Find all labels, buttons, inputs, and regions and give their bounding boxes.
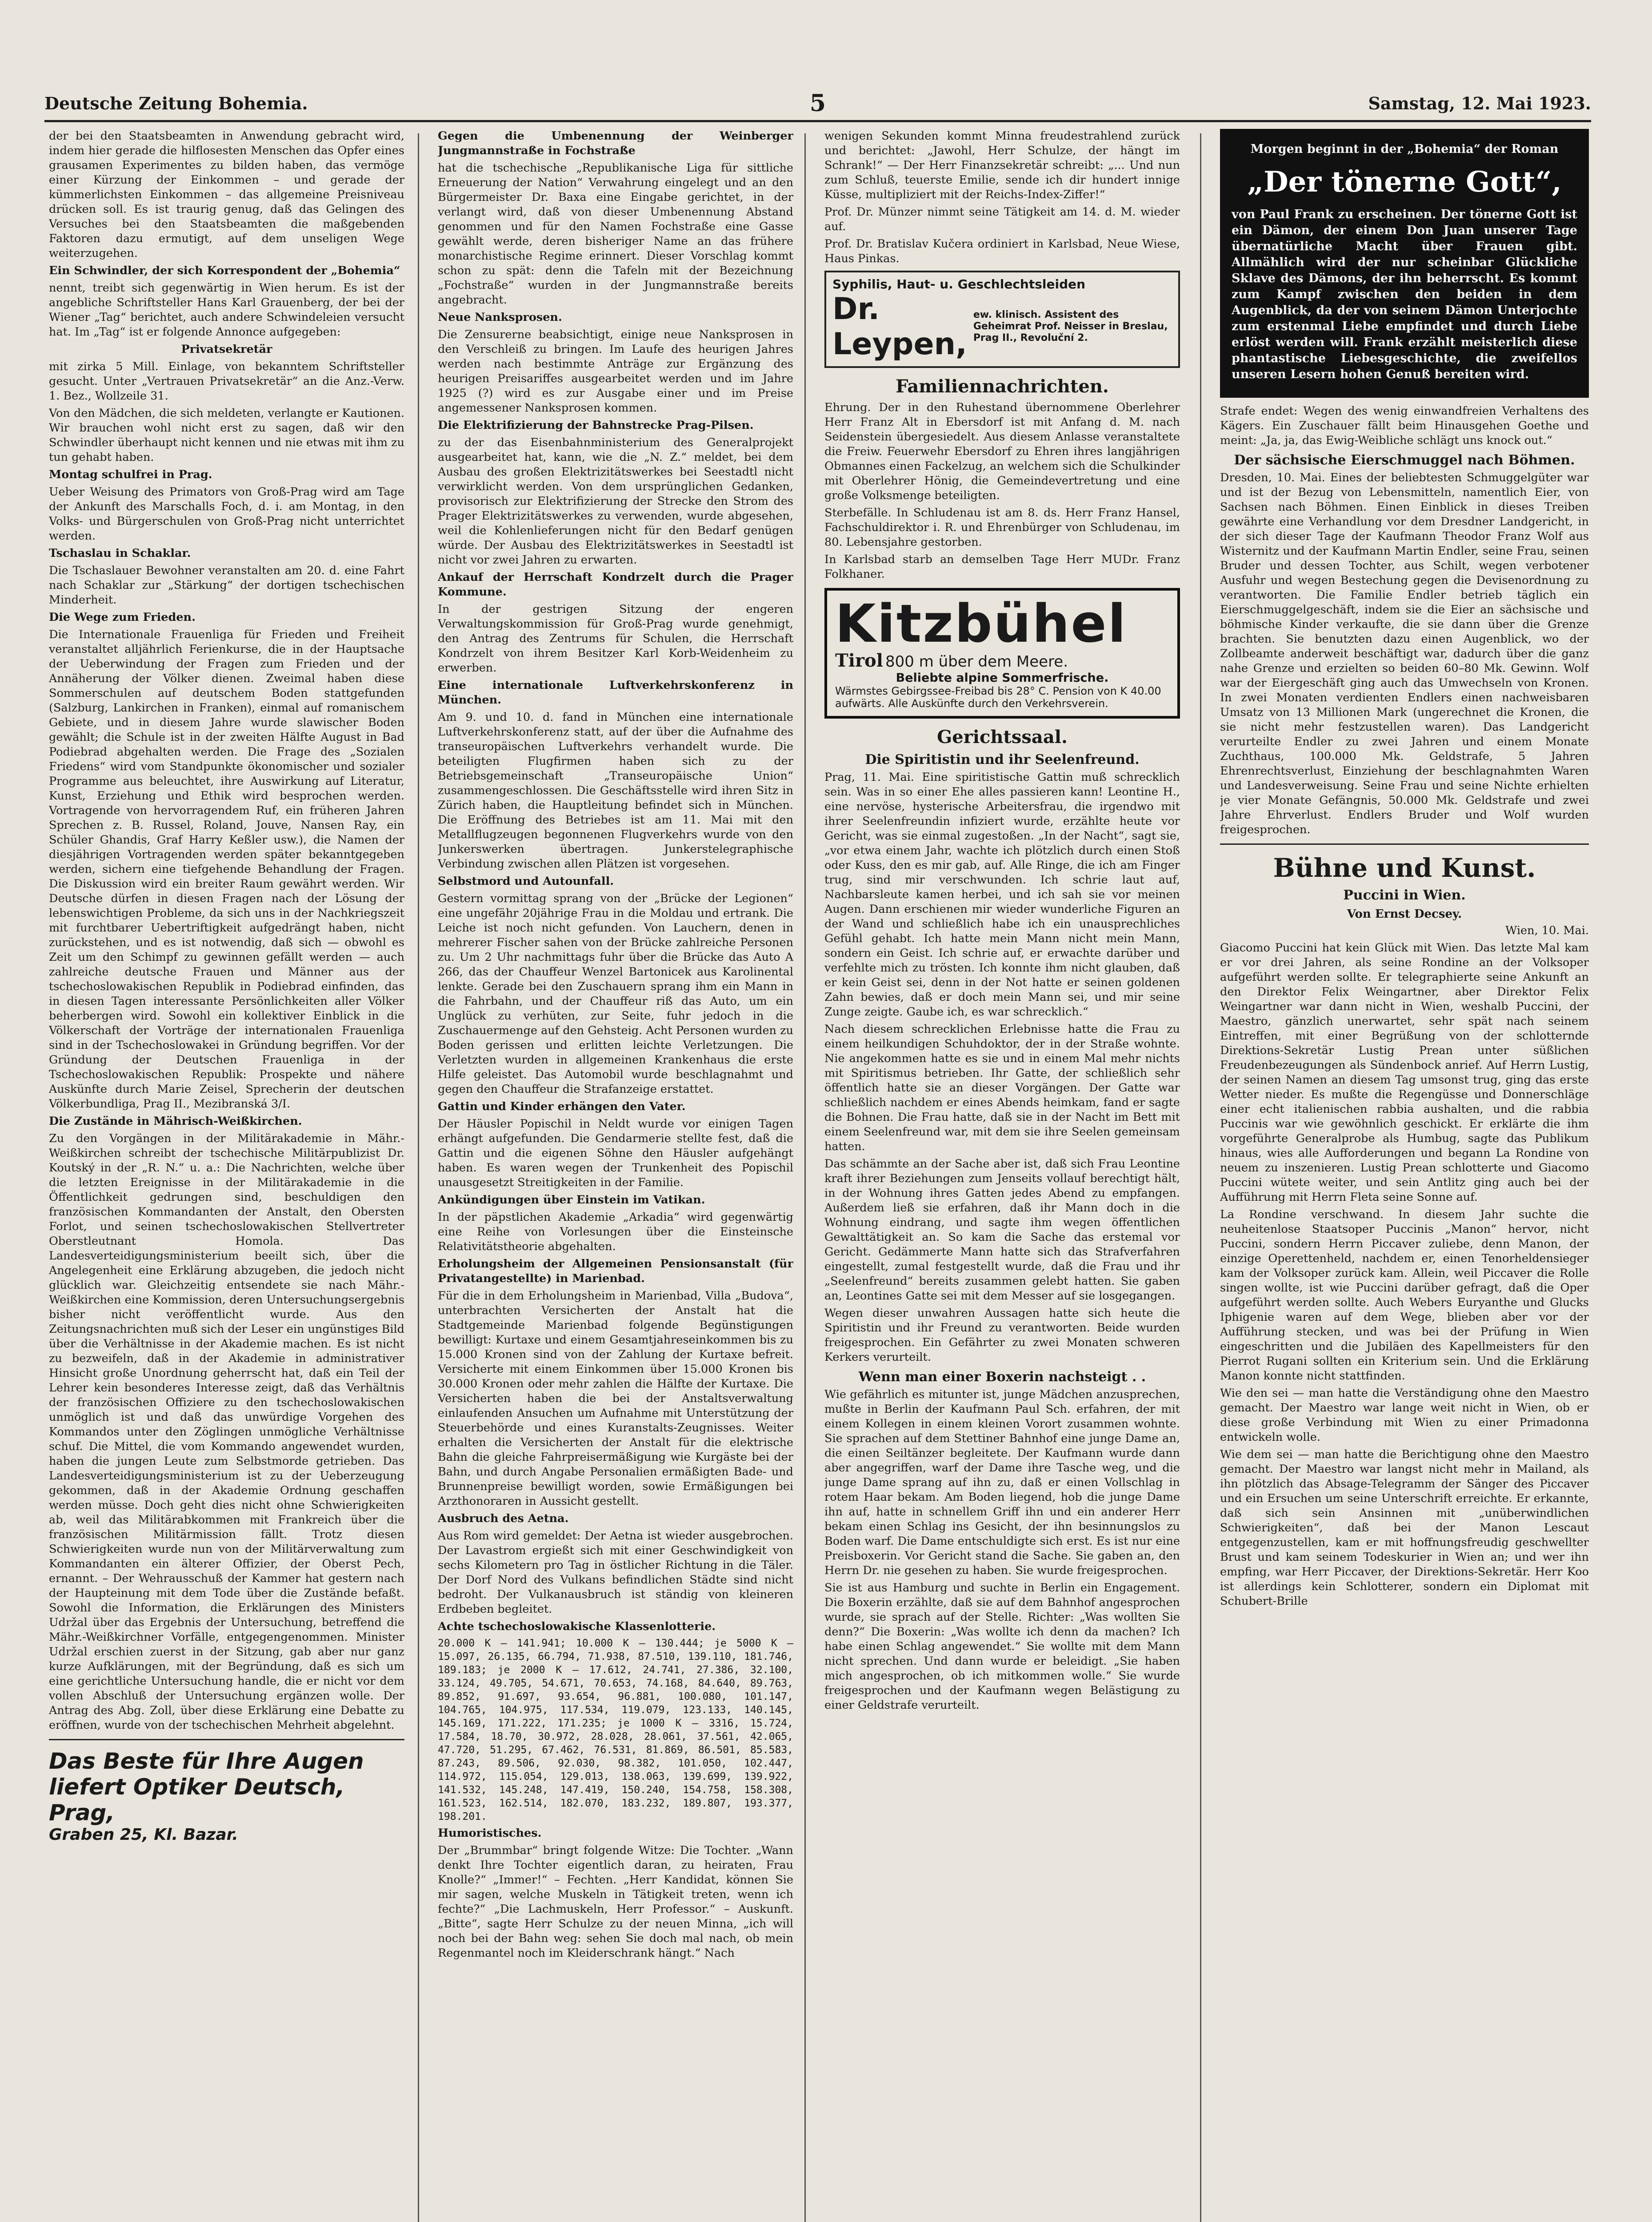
article-text: Sie ist aus Hamburg und suchte in Berlin ein Engagement. Die Boxerin erzählte, daß sie auf dem Bahnhof angesprochen wurde, sie sprach auf der Stelle. Richter: „Was wollten Sie denn?“ Die Boxerin: „Was wollte ich denn da machen? Ich habe einen Schlag angewendet.“ Sie wollte mit dem Mann nicht sprechen. Und dann wurde er beleidigt. „Sie haben mich angesprochen, ob ich mitkommen wolle.“ Sie wurde freigesprochen und der Kaufmann wegen Belästigung zu einer Geldstrafe verurteilt. (824, 1581, 1180, 1712)
article-text: Am 9. und 10. d. fand in München eine internationale Luftverkehrskonferenz statt, auf der über die Aufnahme des transeuropäischen Luftverkehrs verhandelt wurde. Die beteiligten Flugfirmen haben sich zu der Betriebsgemeinschaft „Transeuropäische Union“ zusammengeschlossen. Die Geschäftsstelle wird ihren Sitz in Zürich haben, die Hauptleitung befindet sich in München. Die Eröffnung des Betriebes ist am 11. Mai mit den Metallflugzeugen begonnenen Flugverkehrs wurde von den Junkerswerken übertragen. Junkerstelegraphische Verbindung zwischen allen Plätzen ist vorgesehen. (438, 711, 793, 871)
article-text: In Karlsbad starb an demselben Tage Herr MUDr. Franz Folkhaner. (824, 553, 1180, 581)
article-heading: Achte tschechoslowakische Klassenlotterie. (438, 1620, 716, 1633)
article-text: In der gestrigen Sitzung der engeren Verwaltungskommission für Groß-Prag wurde genehmigt, den Antrag des Zentrums für Schulen, die Herrschaft Kondrzelt von ihrem Besitzer Karl Korb-Weidenheim zu erwerben. (438, 603, 793, 675)
article-title: Der sächsische Eierschmuggel nach Böhmen. (1234, 452, 1575, 468)
article-heading: Ankauf der Herrschaft Kondrzelt durch die Prager Kommune. (438, 571, 793, 599)
divider (49, 1739, 404, 1740)
ad-doctor-name: Dr. Leypen, (832, 292, 967, 362)
dateline: Wien, 10. Mai. (1505, 924, 1589, 937)
ad-details: Wärmstes Gebirgssee-Freibad bis 28° C. Pension von K 40.00 aufwärts. Alle Auskünfte durch den Verkehrsverein. (835, 685, 1161, 710)
article-title: Die Spiritistin und ihr Seelenfreund. (865, 752, 1140, 767)
article-text: der bei den Staatsbeamten in Anwendung gebracht wird, indem hier gerade die hilflosesten Menschen das Opfer eines grausamen Experimentes zu bilden haben, das vermöge einer Kürzung der Einkommen – und gerade der kümmerlichsten Einkommen – das allgemeine Preisniveau drücken soll. Es ist traurig genug, daß das Gelingen des Versuches bei den Staatsbeamten die maßgebenden Faktoren dazu ermutigt, auf dem unseligen Wege weiterzugehen. (49, 129, 404, 260)
article-text: wenigen Sekunden kommt Minna freudestrahlend zurück und berichtet: „Jawohl, Herr Schulze, der hängt im Schrank!“ — Der Herr Finanzsekretär schreibt: „... Und nun zum Schluß, teuerste Emilie, sende ich dir hundert innige Küsse, multipliziert mit der Reichs-Index-Ziffer!“ (824, 129, 1180, 201)
optiker-advertisement (49, 1748, 404, 1844)
article-text: Nach diesem schrecklichen Erlebnisse hatte die Frau zu einem heilkundigen Schuhdoktor, der in der Straße wohnte. Nie angekommen hatte es sie und in einem Mal mehr nichts mit Spiritismus betrieben. Ihr Gatte, der schließlich sehr öffentlich hatte sie an dieser Vorgängen. Der Gatte war schließlich nachdem er eines Abends heimkam, fand er sagte die Bohnen. Die Frau hatte, daß sie in der Nacht im Bett mit einem Seelenfreund war, mit dem sie ihre Seelen gemeinsam hatten. (824, 1023, 1180, 1153)
article-heading: Die Zustände in Mährisch-Weißkirchen. (49, 1115, 302, 1128)
article-heading: Gegen die Umbenennung der Weinberger Jungmannstraße in Fochstraße (438, 129, 793, 157)
article-text: Wie dem sei — man hatte die Berichtigung ohne den Maestro gemacht. Der Maestro war langst nicht mehr in Mailand, als ihn plötzlich das Absage-Telegramm der Sänger des Piccaver und ein Ersuchen um seine Unterschrift erreichte. Er erkannte, daß sich sein Ansinnen mit „unüberwindlichen Schwierigkeiten“, daß bei der Manon Lescaut entgegenzustellen, kam er mit hoffnungsfreudig geschwellter Brust und kam seinem Todeskurier in Wien an; und wer ihn empfing, war Herr Piccaver, der Direktions-Sekretär. Herr Koo ist allerdings kein Schlotterer, sondern ein Diplomat mit Schubert-Brille (1220, 1448, 1589, 1608)
article-text: Das schämmte an der Sache aber ist, daß sich Frau Leontine kraft ihrer Beziehungen zum Jenseits vollauf berechtigt hält, in der Wohnung ihres Gatten jedes Abend zu empfangen. Außerdem ließ sie erfahren, daß ihr Mann doch in die Wohnung eindrang, und sagte ihm wegen öffentlichen Gewalttätigkeit an. So kam die Sache das erstemal vor Gericht. Gedämmerte Mann hatte sich das Strafverfahren eingestellt, zumal festgestellt wurde, daß die Frau und ihr „Seelenfreund“ bereits zusammen gelebt hatten. Sie gaben an, Leontines Gatte sei mit dem Messer auf sie losgegangen. (824, 1157, 1180, 1303)
article-heading: Eine internationale Luftverkehrskonferenz in München. (438, 679, 793, 707)
article-text: Sterbefälle. In Schludenau ist am 8. ds. Herr Franz Hansel, Fachschuldirektor i. R. und Ehrenbürger von Schludenau, im 80. Lebensjahre gestorben. (824, 506, 1180, 549)
issue-date: Samstag, 12. Mai 1923. (1368, 93, 1591, 113)
column-2 (438, 129, 793, 2222)
lottery-results: 20.000 K – 141.941; 10.000 K – 130.444; je 5000 K – 15.097, 26.135, 66.794, 71.938, 87.510, 139.110, 181.746, 189.183; je 2000 K – 17.612, 24.741, 27.386, 32.100, 33.124, 49.705, 54.671, 70.653, 74.168, 84.640, 89.763, 89.852, 91.697, 93.654, 96.881, 100.080, 101.147, 104.765, 104.975, 117.534, 119.079, 123.133, 140.145, 145.169, 171.222, 171.235; je 1000 K – 3316, 15.724, 17.584, 18.70, 30.972, 28.028, 28.061, 37.561, 42.065, 47.720, 51.295, 67.462, 76.531, 81.869, 86.501, 85.583, 87.243, 89.506, 92.030, 98.382, 101.050, 102.447, 114.972, 115.054, 129.013, 138.063, 139.699, 139.922, 141.532, 145.248, 147.419, 150.240, 154.758, 158.308, 161.523, 162.514, 182.070, 183.232, 189.807, 193.377, 198.201. (438, 1638, 793, 1822)
column-rule (804, 133, 806, 2222)
article-text: zu der das Eisenbahnministerium des Generalprojekt ausgearbeitet hat, kann, wie die „N. Z.“ meldet, bei dem Ausbau des großen Elektrizitätswerkes bei Seestadtl nicht verwirklicht werden. Von dem ursprünglichen Gedanken, provisorisch zur Elektrifizierung der Strecke den Strom des Prager Elektrizitätswerkes zu verwenden, wurde abgesehen, weil die Kohlenlieferungen nicht für den Bedarf genügen würde. Der Ausbau des Elektrizitätswerkes in Seestadtl ist nicht vor zwei Jahren zu erwarten. (438, 436, 793, 567)
novel-announcement (1220, 129, 1589, 398)
column-1 (49, 129, 404, 2222)
article-heading: Humoristisches. (438, 1826, 542, 1840)
article-heading: Erholungsheim der Allgemeinen Pensionsanstalt (für Privatangestellte) in Marienbad. (438, 1257, 793, 1285)
article-text: Aus Rom wird gemeldet: Der Aetna ist wieder ausgebrochen. Der Lavastrom ergießt sich mit einer Geschwindigkeit von sechs Kilometern pro Tag in östlicher Richtung in die Täler. Der Dorf Nord des Vulkans befindlichen Städte sind nicht bedroht. Der Vulkanausbruch ist ständig von kleineren Erdbeben begleitet. (438, 1529, 793, 1616)
article-heading: Ein Schwindler, der sich Korrespondent der „Bohemia“ (49, 264, 400, 277)
article-text: Strafe endet: Wegen des wenig einwandfreien Verhaltens des Kägers. Ein Zuschauer fällt beim Hinausgehen Goethe und meint: „Ja, ja, das Ewig-Weibliche schlägt uns knock out.“ (1220, 404, 1589, 447)
column-rule (418, 133, 419, 2222)
article-byline: Von Ernst Decsey. (1347, 907, 1462, 921)
article-text: La Rondine verschwand. In diesem Jahr suchte die neuheitenlose Staatsoper Puccinis „Manon“ hervor, nicht Puccini, sondern Herrn Piccaver zuliebe, denn Manon, der einzige Operettenheld, nachdem er, einen Tenorheldensieger kam der Volksoper zurück kam. Allein, weil Piccaver die Rolle singen wollte, ist wie Puccini darüber gefragt, daß die Oper aufgeführt werden sollte. Auch Webers Euryanthe und Glucks Iphigenie waren auf dem Wege, blieben aber vor der Aufführung stecken, und was bei der Prüfung in Wien eingeschritten und die Jubiläen des Kapellmeisters für den Pierrot Rugani sollten ein Kriterium sein. Und die Erklärung Manon konnte nicht stattfinden. (1220, 1208, 1589, 1383)
section-heading: Bühne und Kunst. (1273, 853, 1536, 883)
article-heading: Montag schulfrei in Prag. (49, 468, 212, 481)
article-text: Ueber Weisung des Primators von Groß-Prag wird am Tage der Ankunft des Marschalls Foch, d. i. am Montag, in den Volks- und Bürgerschulen von Groß-Prag nicht unterrichtet werden. (49, 485, 404, 543)
ad-altitude: 800 m über dem Meere. (885, 653, 1068, 671)
article-text: Wegen dieser unwahren Aussagen hatte sich heute die Spiritistin und ihr Freund zu verantworten. Beide wurden freigesprochen. Ein Gefährter zu zwei Monaten schweren Kerkers verurteilt. (824, 1307, 1180, 1364)
article-text: Wie gefährlich es mitunter ist, junge Mädchen anzusprechen, mußte in Berlin der Kaufmann Paul Sch. erfahren, der mit einem Kollegen in einem kleinen Vorort zusammen wohnte. Sie sprachen auf dem Stettiner Bahnhof eine junge Dame an, die einen Seiltänzer begleitete. Der Kaufmann wurde dann aber angegriffen, warf der Dame ihre Tasche weg, und die junge Dame sprang auf ihn zu, daß er einen Vollschlag in rotem Haar bekam. Am Boden liegend, hob die junge Dame ihn auf, hatte in schnellem Griff ihn und ein anderer Herr bekam einen Schlag ins Gesicht, der ihn besinnungslos zu Boden warf. Die Dame entschuldigte sich erst. Es ist nur eine Preisboxerin. Vor Gericht stand die Sache. Sie gaben an, den Herrn Dr. nie gesehen zu haben. Sie wurde freigesprochen. (824, 1388, 1180, 1577)
article-text: Ehrung. Der in den Ruhestand übernommene Oberlehrer Herr Franz Alt in Ebersdorf ist mit Anfang d. M. nach Seidenstein übergesiedelt. Aus diesem Anlasse veranstaltete die Freiw. Feuerwehr Ebersdorf zu Ehren ihres langjährigen Obmannes einen Fackelzug, an welchem sich die Schulkinder mit Oberlehrer Hönig, die Gemeindevertretung und eine große Volksmenge beteiligten. (824, 401, 1180, 502)
article-heading: Selbstmord und Autounfall. (438, 875, 614, 888)
classified-heading: Privatsekretär (181, 343, 272, 356)
article-text: Gestern vormittag sprang von der „Brücke der Legionen“ eine ungefähr 20jährige Frau in die Moldau und ertrank. Die Leiche ist noch nicht gefunden. Von Lauchern, denen in mehrerer Fischer sahen von der Brücke zahlreiche Personen zu. Um 2 Uhr nachmittags fuhr über die Brücke das Auto A 266, das der Chauffeur Wenzel Bartonicek aus Karolinental lenkte. Gerade bei den Zuschauern sprang ihm ein Mann in die Fahrbahn, und der Chauffeur riß das Auto, um ein Unglück zu verhüten, zur Seite, fuhr jedoch in die Zuschauermenge auf den Gehsteig. Acht Personen wurden zu Boden gerissen und erlitten leichte Verletzungen. Die Verletzten wurden in allgemeinen Krankenhaus die erste Hilfe geleistet. Das Automobil wurde beschlagnahmt und gegen den Chauffeur die Strafanzeige erstattet. (438, 892, 793, 1096)
article-text: Die Internationale Frauenliga für Frieden und Freiheit veranstaltet alljährlich Ferienkurse, die in der Hauptsache der Ueberwindung der Fragen zum Frieden und der Annäherung der Völker dienen. Zweimal haben diese Sommerschulen auf deutschem Boden stattgefunden (Salzburg, Lankirchen in Franken), einmal auf romanischem Gebiete, und in diesem Jahre wurde slawischer Boden gewählt; die Schule ist in der zweiten Hälfte August in Bad Podiebrad abgehalten werden. Die Frage des „Sozialen Friedens“ wird vom Standpunkte ökonomischer und sozialer Programme aus beleuchtet, ihre Auswirkung auf Literatur, Kunst, Erziehung und Ethik wird besprochen werden. Vortragende von hervorragendem Ruf, ein früheren Jahren Sprechen z. B. Russel, Roland, Jouve, Nansen Ray, ein Schüler Ghandis, Graf Harry Keßler usw.), die Namen der diesjährigen Vortragenden werden später bekanntgegeben werden, sichern eine tiefgehende Behandlung der Fragen. Die Diskussion wird ein breiter Raum gewährt werden. Wir Deutsche dürfen in diesen Fragen nach der Lösung der lebenswichtigen Probleme, da sich uns in der Nachkriegszeit mit furchtbarer Uebertriftigkeit aufgedrängt haben, nicht zurückstehen, und es ist notwendig, daß sich — obwohl es Zeit um den Schimpf zu gewinnen gefällt werden — auch zahlreiche deutsche Frauen und Männer aus der tschechoslowakischen Republik in Podiebrad einfinden, das in diesen Tagen interessante Persönlichkeiten aller Völker beherbergen wird. Sowohl ein kollektiver Einblick in die Völkerschaft der Vorträge der internationalen Frauenliga sind in der Tschechoslowakei in Gründung begriffen. Vor der Gründung der Deutschen Frauenliga in der Tschechoslowakischen Republik: Prospekte und nähere Auskünfte durch Marie Zeisel, Sprecherin der deutschen Völkerbundliga, Prag II., Mezibranská 3/I. (49, 628, 404, 1111)
article-heading: Die Wege zum Frieden. (49, 611, 196, 624)
ad-headline: Das Beste für Ihre Augen (49, 1748, 364, 1774)
article-text: hat die tschechische „Republikanische Liga für sittliche Erneuerung der Nation“ Verwahrung eingelegt und an den Bürgermeister Dr. Baxa eine Eingabe gerichtet, in der verlangt wird, daß von dieser Umbenennung Abstand genommen und für den Namen Fochstraße eine Gasse gewählt werde, deren bisheriger Name an das frühere monarchistische Regime erinnert. Dieser Vorschlag kommt schon zu spät: denn die Tafeln mit der Bezeichnung „Fochstraße“ wurden in der Jungmannstraße bereits angebracht. (438, 161, 793, 307)
article-title: Wenn man einer Boxerin nachsteigt . . (858, 1369, 1146, 1385)
article-title: Puccini in Wien. (1343, 887, 1466, 903)
article-heading: Tschaslau in Schaklar. (49, 547, 191, 560)
announcement-intro: Morgen beginnt in der „Bohemia“ der Roman (1250, 142, 1559, 156)
newspaper-name: Deutsche Zeitung Bohemia. (44, 93, 308, 113)
article-heading: Die Elektrifizierung der Bahnstrecke Prag-Pilsen. (438, 419, 754, 432)
article-text: Von den Mädchen, die sich meldeten, verlangte er Kautionen. Wir brauchen wohl nicht erst zu sagen, daß wir den Schwindler überhaupt nicht kennen und nie etwas mit ihm zu tun gehabt haben. (49, 407, 404, 464)
section-heading: Gerichtssaal. (937, 727, 1068, 747)
divider (1220, 843, 1589, 845)
notice-text: Prof. Dr. Bratislav Kučera ordiniert in Karlsbad, Neue Wiese, Haus Pinkas. (824, 237, 1180, 265)
article-text: Der „Brummbar“ bringt folgende Witze: Die Tochter. „Wann denkt Ihre Tochter eigentlich daran, zu heiraten, Frau Knolle?“ „Immer!“ – Fechten. „Herr Kandidat, können Sie mir sagen, welche Muskeln in Tätigkeit treten, wenn ich fechte?“ „Die Lachmuskeln, Herr Professor.“ – Auskunft. „Bitte“, sagte Herr Schulze zu der neuen Minna, „ich will noch bei der Bahn weg: sehen Sie doch mal nach, ob mein Regenmantel noch im Kleiderschrank hängt.“ Nach (438, 1844, 793, 1960)
ad-tagline: Beliebte alpine Sommerfrische. (896, 671, 1109, 685)
article-text: Für die in dem Erholungsheim in Marienbad, Villa „Budova“, unterbrachten Versicherten der Anstalt hat die Stadtgemeinde Marienbad folgende Begünstigungen bewilligt: Kurtaxe und einem Gesamtjahreseinkommen bis zu 15.000 Kronen sind von der Zahlung der Kurtaxe befreit. Versicherte mit einem Einkommen über 15.000 Kronen bis 30.000 Kronen oder mehr zahlen die Hälfte der Kurtaxe. Die Versicherten haben die bei der Anstaltsverwaltung einlaufenden Ansuchen um Aufnahme mit Unterstützung der Steuerbehörde und eines Kuranstalts-Zeugnisses. Weiter erhalten die Versicherten der Anstalt für die elektrische Bahn die gleiche Fahrpreisermäßigung wie Kurgäste bei der Bahn, und durch Angabe Personalien ermäßigten Bade- und Brunnenpreise bewilligt worden, sowie Ermäßigungen bei Arzthonoraren in Aussicht gestellt. (438, 1289, 793, 1508)
column-3 (824, 129, 1180, 2222)
ad-town-name: Kitzbühel (835, 593, 1127, 654)
novel-title: „Der tönerne Gott“, (1247, 165, 1562, 199)
ad-region: Tirol (835, 650, 883, 671)
announcement-text: von Paul Frank zu erscheinen. Der tönerne Gott ist ein Dämon, der einem Don Juan unserer Tage übernatürliche Macht über Frauen gibt. Allmählich wird der nur scheinbar Glückliche Sklave des Dämons, der ihn beherrscht. Es kommt zum Kampf zwischen den beiden in dem Augenblick, da der von seinem Dämon Unterjochte zum erstenmal Liebe empfindet und durch Liebe erlöst werden will. Frank erzählt meisterlich diese phantastische Liebesgeschichte, die zweifellos unseren Lesern hohen Genuß bereiten wird. (1232, 208, 1577, 381)
article-text: Giacomo Puccini hat kein Glück mit Wien. Das letzte Mal kam er vor drei Jahren, als seine Rondine an der Volksoper aufgeführt werden sollte. Er telegraphierte seine Ankunft an den Direktor Felix Weingartner, aber Direktor Felix Weingartner war dann nicht in Wien, weshalb Puccini, der Maestro, gänzlich unerwartet, sehr spät nach seinem Eintreffen, mit einer Begrüßung von der schlotternde Direktions-Sekretär Lustig Prean unter süßlichen Freudenbezeugungen als Sündenbock anrief. Auf Herrn Lustig, der seinen Namen an diesem Tag umsonst trug, ging das erste Wetter nieder. Es mußte die Regengüsse und Donnerschläge einer echt italienischen rabbia aushalten, und die rabbia Puccinis war wie gewöhnlich geschickt. Er erklärte die ihm vorgeführte Generalprobe als Humbug, sagte das Publikum hinaus, wies alle Aufforderungen und begann La Rondine von neuem zu inszenieren. Lustig Prean schlotterte und Giacomo Puccini wütete weiter, und sein Antlitz ging auch bei der Aufführung mit Herrn Fleta seine Sonne auf. (1220, 941, 1589, 1204)
article-heading: Gattin und Kinder erhängen den Vater. (438, 1100, 686, 1113)
article-text: Die Tschaslauer Bewohner veranstalten am 20. d. eine Fahrt nach Schaklar zur „Stärkung“ der dortigen tschechischen Minderheit. (49, 564, 404, 607)
article-heading: Ankündigungen über Einstein im Vatikan. (438, 1193, 705, 1207)
section-heading: Familiennachrichten. (896, 376, 1109, 397)
classified-text: mit zirka 5 Mill. Einlage, von bekanntem Schriftsteller gesucht. Unter „Vertrauen Privatsekretär“ an die Anz.-Verw. 1. Bez., Wollzeile 31. (49, 360, 404, 403)
ad-topline: Syphilis, Haut- u. Geschlechtsleiden (832, 277, 1086, 292)
article-text: Zu den Vorgängen in der Militärakademie in Mähr.-Weißkirchen schreibt der tschechische Militärpublizist Dr. Koutský in der „R. N.“ u. a.: Die Nachrichten, welche über die letzten Ereignisse in der Militärakademie in die Öffentlichkeit gedrungen sind, beschuldigen den französischen Kommandanten der Anstalt, den Obersten Forlot, und seinen tschechoslowakischen Stellvertreter Oberstleutnant Homola. Das Landesverteidigungsministerium beeilt sich, über die Angelegenheit eine Erklärung abzugeben, die jedoch nicht glücklich war. Gleichzeitig entsendete sie nach Mähr.-Weißkirchen eine Kommission, deren Untersuchungsergebnis bisher nicht veröffentlicht wurde. Aus den Zeitungsnachrichten muß sich der Leser ein ungünstiges Bild über die Verhältnisse in der Akademie machen. Es ist nicht zu bezweifeln, daß in der Akademie in administrativer Hinsicht große Unordnung geherrscht hat, daß ein Teil der Lehrer kein besonderes Interesse zeigt, daß das Verhältnis der französischen Offiziere zu den tschechoslowakischen unmöglich ist und daß das unwürdige Vorgehen des Kommandos unter den Zöglingen unmögliche Verhältnisse schuf. Die Mittel, die vom Kommando angewendet wurden, haben die jungen Leute zum Selbstmorde getrieben. Das Landesverteidigungsministerium ist zu der Ueberzeugung gekommen, daß in der Akademie Ordnung geschaffen werden müsse. Doch geht dies nicht ohne Schwierigkeiten ab, weil das Militärabkommen mit Frankreich über die französischen Militärmission fällt. Trotz diesen Schwierigkeiten wurde nun von der Militärverwaltung zum Kommandanten ein älterer Offizier, der Oberst Pech, ernannt. – Der Wehrausschuß der Kammer hat gestern nach der Haupteinung mit dem Tode über die Zustände befaßt. Sowohl die Information, die Erklärungen des Ministers Udržal über das Ergebnis der Untersuchung, betreffend die Mähr.-Weißkirchner Vorfälle, entgegengenommen. Minister Udržal erschien zuerst in der Sitzung, gab aber nur ganz kurze Aufklärungen, mit der Begründung, daß es sich um eine gerichtliche Untersuchung handle, die er nicht vor dem vollen Abschluß der Untersuchung ergänzen wolle. Der Antrag des Abg. Zoll, über diese Erklärung eine Debatte zu eröffnen, wurde von der tschechischen Mehrheit abgelehnt. (49, 1132, 404, 1732)
column-4 (1220, 129, 1589, 2222)
article-text: Dresden, 10. Mai. Eines der beliebtesten Schmuggelgüter war und ist der Bezug von Lebensmitteln, namentlich Eier, von Sachsen nach Böhmen. Einen Einblick in dieses Treiben gewährte eine Verhandlung vor dem Dresdner Landgericht, in der sich dieser Tage der Kaufmann Theodor Franz Wolf aus Wisternitz und der Kaufmann Martin Endler, seine Frau, seinen Bruder und dessen Tochter, aus Schilt, wegen verbotener Ausfuhr und wegen Bestechung gegen die Devisenordnung zu verantworten. Die Familie Endler betrieb täglich ein Eierschmuggelgeschäft, indem sie die Eier an sächsische und böhmische Kinder verkaufte, die sie dann über die Grenze brachten. Sie benutzten dazu einen Augenblick, wo der Zollbeamte anderweit beschäftigt war, dadurch über die ganz nahe Grenze und erzielten so beiden 60–80 Mk. Gewinn. Wolf war der Eiergeschäft ging auch das Umwechseln von Kronen. In zwei Monaten verdienten Endlers einen nachweisbaren Umsatz von 13 Millionen Mark (ungerechnet die Kronen, die sie nicht mehr festzustellen waren). Das Landgericht verurteilte Endler zu zwei Jahren und einem Monate Zuchthaus, 100.000 Mk. Geldstrafe, 5 Jahren Ehrenrechtsverlust, Einziehung der beschlagnahmten Waren und Landesverweisung. Seine Frau und seine Nichte erhielten je vier Monate Gefängnis, 50.000 Mk. Geldstrafe und zwei Jahre Ehrverlust. Endlers Bruder und Wolf wurden freigesprochen. (1220, 471, 1589, 836)
column-rule (1200, 133, 1201, 2222)
article-text: Die Zensurerne beabsichtigt, einige neue Nanksprosen in den Verschleiß zu bringen. Im Laufe des heurigen Jahres werden nach bestimmte Anträge zur Ergänzung des heurigen Preisariffes ausgearbeitet werden und im Jahre 1925 (?) wird es zur Ausgabe einer und im Preise angemessener Nanksprosen kommen. (438, 328, 793, 415)
article-text: Der Häusler Popischil in Neldt wurde vor einigen Tagen erhängt aufgefunden. Die Gendarmerie stellte fest, daß die Gattin und die eigenen Söhne den Häusler aufgehängt haben. Es waren wegen der Trunkenheit des Popischil unausgesetzt Streitigkeiten in der Familie. (438, 1117, 793, 1189)
article-heading: Neue Nanksprosen. (438, 311, 562, 324)
article-text: nennt, treibt sich gegenwärtig in Wien herum. Es ist der angebliche Schriftsteller Hans Karl Grauenberg, der bei der Wiener „Tag“ berichtet, auch andere Schwindeleien versucht hat. Im „Tag“ ist er folgende Annonce aufgegeben: (49, 281, 404, 339)
notice-text: Prof. Dr. Münzer nimmt seine Tätigkeit am 14. d. M. wieder auf. (824, 205, 1180, 233)
doctor-advertisement (824, 271, 1180, 368)
article-heading: Ausbruch des Aetna. (438, 1512, 569, 1525)
ad-credentials: ew. klinisch. Assistent des Geheimrat Prof. Neisser in Breslau, Prag II., Revoluční 2. (973, 309, 1168, 344)
article-text: In der päpstlichen Akademie „Arkadia“ wird gegenwärtig eine Reihe von Vorlesungen über die Einsteinsche Relativitätstheorie abgehalten. (438, 1211, 793, 1253)
article-text: Wie den sei — man hatte die Verständigung ohne den Maestro gemacht. Der Maestro war lange weit nicht in Wien, ob er diese große Verbindung mit Wien zu einer Primadonna entwickeln wolle. (1220, 1387, 1589, 1444)
masthead (44, 90, 1591, 122)
ad-address: Graben 25, Kl. Bazar. (49, 1826, 238, 1844)
article-text: Prag, 11. Mai. Eine spiritistische Gattin muß schrecklich sein. Was in so einer Ehe alles passieren kann! Leontine H., eine nervöse, hysterische Arbeitersfrau, die irgendwo mit ihrer Seelenfreundin infiziert wurde, erzählte heute vor Gericht, was sie einmal zugestoßen. „In der Nacht“, sagt sie, „vor etwa einem Jahr, wachte ich plötzlich durch einen Stoß oder Kuss, den es mir gab, auf. Alle Ringe, die ich am Finger trug, sind mir verschwunden. Ich schrie laut auf, Nachbarsleute kamen herbei, und ich sah sie vor meinen Augen. Dann erschienen mir wieder wunderliche Figuren an der Wand und schließlich habe ich ein unausprechliches Gefühl gehabt. Ich hatte mein Mann nicht mein Mann, sondern ein Geist. Ich schrie auf, er erwachte darüber und verfehlte mich zu trösten. Ich konnte ihm nicht glauben, daß er kein Geist sei, denn in der Not hatte er seinen goldenen Zahn bewies, daß er doch mein Mann sei, und mir seine Zunge zeigte. Gaube ich, es war schrecklich.“ (824, 771, 1180, 1019)
page-number: 5 (809, 90, 826, 117)
kitzbuehel-advertisement (824, 588, 1180, 719)
ad-line: liefert Optiker Deutsch, Prag, (49, 1774, 345, 1826)
